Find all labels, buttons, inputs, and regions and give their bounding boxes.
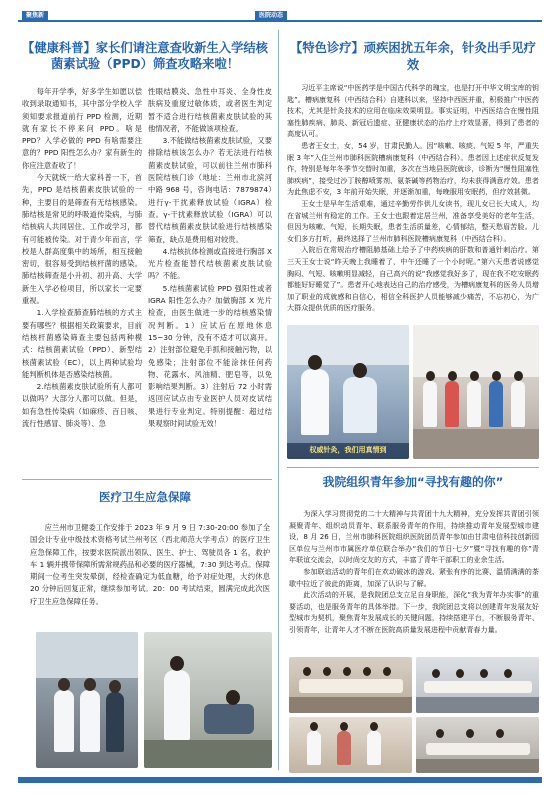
youth-photo-4	[416, 717, 539, 773]
paragraph: 患者王女士，女，54 岁，甘肃民勤人。因“咳嗽、咳痰、气短 5 年，严重失眠 3 年”入住兰州市肺科医院槽病康复科（中西结合科）。患者因上述症状反复发作，特别是每年冬季节交替时加重，多次在当地县医院就诊，诊断为“慢性阻塞性肺疾病”，接受过沙丁胺醇喷雾剂、氨茶碱等药物治疗，均未获得满意疗效。患者为此焦虑不安，3 年前开始失眠，并逐渐加重，每晚服用安眠药，但疗效甚微。	[287, 140, 539, 197]
emergency-title: 医疗卫生应急保障	[99, 490, 191, 504]
section-divider	[22, 479, 272, 480]
paragraph: 2.结核菌素皮肤试验所有人都可以做吗？大部分人都可以做。但是，如有急性传染病（如麻疹、百日咳、流行性感冒、肺炎等）、急	[22, 382, 142, 429]
paragraph: 参加联谊活动的青年们在欢动破冰的游戏、紧张有序的比赛、温情满满的茶歇中拉近了彼此的距离，加深了认识与了解。	[289, 566, 539, 588]
paragraph: 王女士是早年生活艰难，通过辛勤劳作供儿女读书，现儿女已长大成人，均在省城兰州有稳定的工作。王女士也跟着定居兰州，准备享受美好的老年生活，但因为咳嗽、气短，长期失眠，患者生活质量差，心情郁结，整天愁眉苦脸。儿女们多方打听，最终选择了兰州市肺科医院槽病康复科（中西结合科）。	[287, 198, 539, 243]
emergency-body	[30, 522, 270, 608]
emergency-photo-team	[36, 632, 138, 768]
tcm-photo-consult	[287, 325, 409, 459]
paragraph: 入院后在常规治疗槽阻肺基础上给予了中药疾病的肝数和普通针刺治疗。第三天王女士说“昨天晚上我睡着了，中午还睡了一个小时呢。”第六天患者说感觉胸闷、气短、咳嗽明显减轻，自己高兴的说“我感觉我好多了，现在我不吃安眠药都能好好睡觉了”。患者开心地表达自己的治疗感受，为槽病康复科的医务人员增加了职业的成就感和自信心，相信全科医护人员能够减少痛苦，不忘初心，为广大群众提供优质的医疗服务。	[287, 245, 539, 313]
tcm-title: 【特色诊疗】顽疾困扰五年余，针灸出手见疗效	[290, 41, 536, 72]
header-rule	[18, 20, 542, 22]
tcm-photo-caption: 权威针灸，我们用真情到	[309, 446, 387, 454]
left-article-col2	[148, 86, 272, 430]
tcm-photo-exercise	[413, 325, 539, 459]
paragraph: 5.结核菌素试验 PPD 强阳性或者 IGRA 阳性怎么办？加做胸部 X 光片检查，由医生做进一步的结核感染情况判断。1）应试后在原地休息 15~30 分钟，没有不适才可以离开。2）注射部位避免手抓和接触污物，以免感染；注射部位不能涂抹任何药物、花露水、风油精、肥皂等，以免影响结果判断。3）注射后 72 小时需返回应试点由专业医护人员对皮试结果进行专业判定。特别提醒：超过结果观察时间试验无效！	[148, 283, 272, 429]
paragraph: 今天就统一给大家科普一下，首先，PPD 是结核菌素皮肤试验的一种，主要目的是筛查有无结核感染。肺结核是常见的呼吸道传染病，与肺结核病人共同居住、工作或学习，都有可能被传染。对于青少年而言，学校是人群高度集中的场所，相互接触密切，很容易受到结核杆菌的感染。肺结核筛查是小升初、初升高、大学新生入学必检项目，所以家长一定要重视。	[22, 173, 142, 306]
paragraph: 性眼结膜炎、急性中耳炎、全身性皮肤病及重度过敏体质，或者医生判定暂不适合进行结核菌素皮肤试验的其他情况者，不能做该项检查。	[148, 87, 272, 133]
paragraph: 习近平主席说“中医药学是中国古代科学的瑰宝，也是打开中华文明宝库的钥匙”。槽病康复科（中西结合科）自建科以来，坚持中西医并重，积极推广中医药技术，尤其是针灸技术的应用在临床效果明显。事实证明，中西医结合在慢性阻塞性肺疾病、肺炎、新冠后遗症、亚健康状态的治疗上疗效显著，得到了患者的高度认可。	[287, 83, 539, 139]
youth-photo-1	[289, 657, 412, 713]
section-tag: 聚焦新	[22, 11, 48, 21]
paragraph: 每年开学季，好多学生如愿以偿收到录取通知书，其中部分学校入学须知要求报道前行 PPD 检测，近期就有家长不停来问 PPD。啥是 PPD？入学必做的 PPD 有啥需要注意的？PPD 阳性怎么办？家有新生的你应注意查收了！	[22, 87, 142, 170]
youth-body	[289, 508, 539, 636]
column-divider	[278, 30, 279, 770]
paragraph: 此次活动的开展，是我院团总支立足自身职能，深化“我为青年办实事”的重要活动，也是服务青年的具体举措。下一步，我院团总支将以创建青年发展友好型城市为契机，聚焦青年发展成长的关键问题，持续搭建平台，不断服务青年、引领青年，让青年人才不断在医院高质量发展进程中贡献青春力量。	[289, 590, 539, 634]
footer-bar	[18, 777, 542, 783]
youth-photo-2	[416, 657, 539, 713]
paragraph: 4.结核抗体检测或直接进行胸部 X 光片检查能替代结核菌素皮肤试验吗？不能。	[148, 246, 272, 281]
left-article-title: 【健康科普】家长们请注意查收新生入学结核菌素试验（PPD）筛查攻略来啦！	[22, 41, 268, 71]
paragraph: 1.入学检查肺查肺结核的方式主要有哪些？根据相关政策要求，目前结核杆菌感染筛查主要包括两种模式：结核菌素试验（PPD）、新型结核菌素试验（EC），以上两种试验均能判断机体是否感染结核菌。	[22, 308, 142, 379]
paragraph: 3.不能做结核菌素皮肤试验，又要排除结核该怎么办？若无法进行结核菌素皮肤试验，可以前往兰州市肺科医院结核门诊（地址：兰州市北滨河中路 968 号，咨询电话：7879874）进行γ-干扰素释放试验（IGRA）检查。γ-干扰素释放试验（IGRA）可以替代结核菌素皮肤试验进行结核感染筛查，缺点是费用相对较贵。	[148, 136, 272, 244]
section-tag-center: 医院动态	[255, 11, 287, 21]
emergency-photo-care	[144, 632, 272, 768]
section-divider	[287, 467, 539, 468]
paragraph: 为深入学习贯彻党的二十大精神与共青团十九大精神，充分发挥共青团引领凝聚青年、组织动员青年、联系服务青年的作用，持续推动青年发展型城市建设，8 月 26 日，兰州市肺科医院组织医院团员青年参加由甘肃电信科技创新园区单位与兰州市市属医疗单位联合举办“我们的节日·七夕”暨“寻找有趣的你”青年联谊交流会，以时尚交友的方式，丰富了青年干部职工的业余生活。	[289, 509, 539, 565]
paragraph: 应兰州市卫健委工作安排于 2023 年 9 月 9 日 7:30-20:00 参加了全国会计专业中级技术资格考试兰州考区（西北师范大学考点）的医疗卫生应急保障工作，按要求医院派出领队、医生、护士、驾驶员各 1 名，救护车 1 辆并携带保障所需常规药品和必要的医疗器械，7:30 到达考点。保障期间一位考生突发晕倒，经检查确定为低血糖，给予对症处理，大约休息 20 分钟后回复正常，继续参加考试。20：00 考试结束，圆满完成此次医疗卫生应急保障任务。	[30, 523, 270, 606]
left-article-col1	[22, 86, 142, 430]
youth-title: 我院组织青年参加“寻找有趣的你”	[322, 475, 504, 489]
youth-photo-3	[289, 717, 412, 773]
tcm-body	[287, 82, 539, 314]
